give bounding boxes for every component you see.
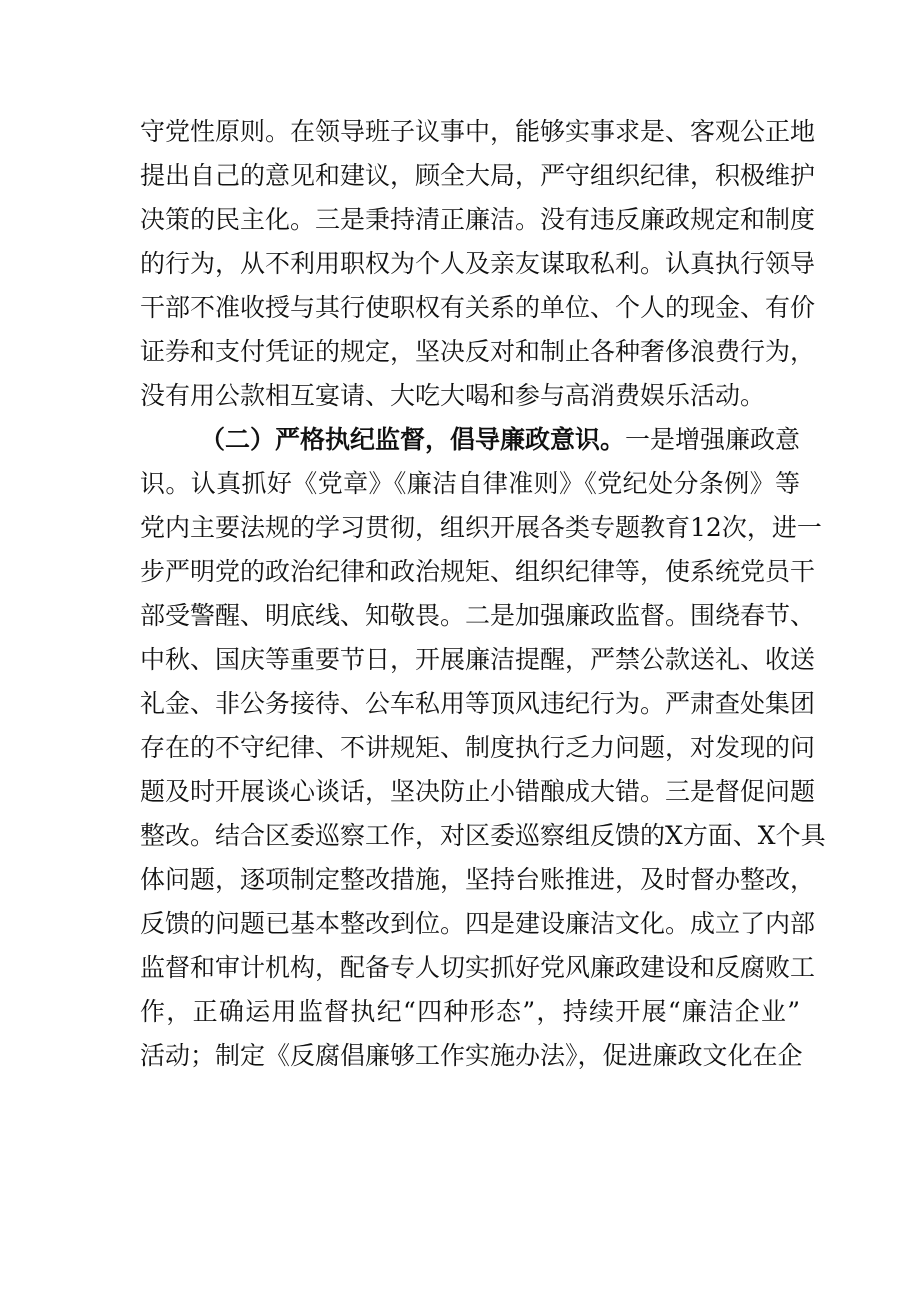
text-line: 守党性原则。在领导班子议事中，能够实事求是、客观公正地 [140,117,816,146]
section-heading: （二）严格执纪监督，倡导廉政意识。 [200,425,626,454]
text-line: 提出自己的意见和建议，顾全大局，严守组织纪律，积极维护 [140,161,816,190]
text-line: 决策的民主化。三是秉持清正廉洁。没有违反廉政规定和制度 [140,205,816,234]
text-line: 整改。结合区委巡察工作，对区委巡察组反馈的X方面、X个具 [140,821,826,850]
text-line: 步严明党的政治纪律和政治规矩、组织纪律等，使系统党员干 [140,557,816,586]
text-line: 题及时开展谈心谈话，坚决防止小错酿成大错。三是督促问题 [140,777,816,806]
text-line: 的行为，从不利用职权为个人及亲友谋取私利。认真执行领导 [140,249,816,278]
text-line: 反馈的问题已基本整改到位。四是建设廉洁文化。成立了内部 [140,909,816,938]
text-line: 活动；制定《反腐倡廉够工作实施办法》，促进廉政文化在企 [140,1041,803,1070]
text-line: 体问题，逐项制定整改措施，坚持台账推进，及时督办整改， [140,865,816,894]
text-line: 部受警醒、明底线、知敬畏。二是加强廉政监督。围绕春节、 [140,601,816,630]
text-run: 一是增强廉政意 [625,425,801,454]
text-line: 礼金、非公务接待、公车私用等顶风违纪行为。严肃查处集团 [140,689,816,718]
text-line: 作，正确运用监督执纪“四种形态”，持续开展“廉洁企业” [140,997,800,1026]
paragraph-first-line [200,418,800,462]
text-line: 证券和支付凭证的规定，坚决反对和制止各种奢侈浪费行为， [140,337,816,366]
text-line: 中秋、国庆等重要节日，开展廉洁提醒，严禁公款送礼、收送 [140,645,816,674]
text-line: 没有用公款相互宴请、大吃大喝和参与高消费娱乐活动。 [140,381,766,410]
text-line: 干部不准收授与其行使职权有关系的单位、个人的现金、有价 [140,293,816,322]
text-line: 监督和审计机构，配备专人切实抓好党风廉政建设和反腐败工 [140,953,816,982]
text-line: 党内主要法规的学习贯彻，组织开展各类专题教育12次，进一 [140,513,822,542]
text-line: 存在的不守纪律、不讲规矩、制度执行乏力问题，对发现的问 [140,733,816,762]
text-line: 识。认真抓好《党章》《廉洁自律准则》《党纪处分条例》等 [140,469,800,498]
